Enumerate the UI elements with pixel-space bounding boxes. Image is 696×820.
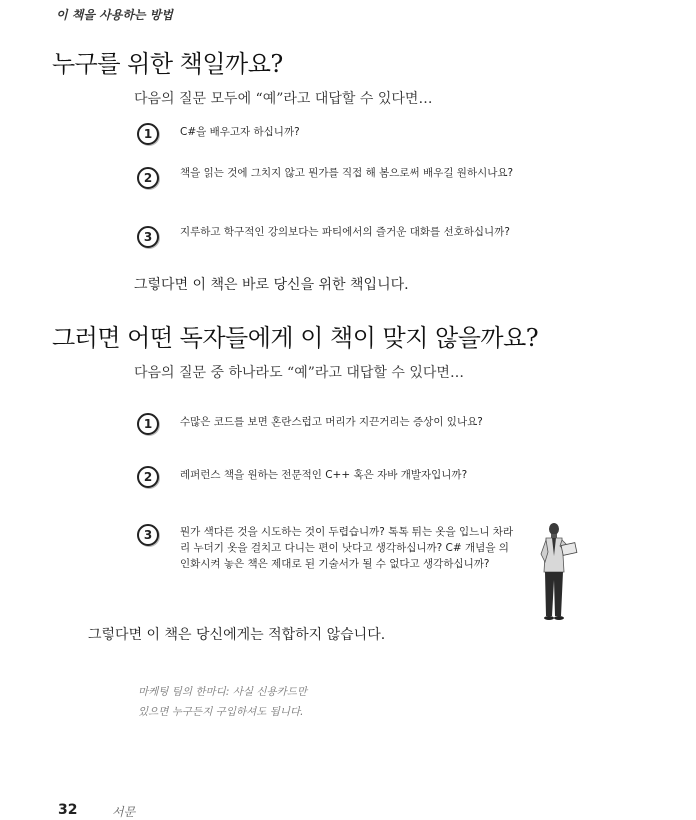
section-intro: 다음의 질문 중 하나라도 “예”라고 대답할 수 있다면…: [134, 365, 464, 381]
question-text: 수많은 코드를 보면 혼란스럽고 머리가 지끈거리는 증상이 있나요?: [180, 416, 483, 428]
section-intro: 다음의 질문 모두에 “예”라고 대답할 수 있다면…: [134, 91, 433, 107]
question-text: 지루하고 학구적인 강의보다는 파티에서의 즐거운 대화를 선호하십니까?: [180, 226, 510, 238]
page-number: 32: [58, 802, 78, 818]
section-conclusion: 그렇다면 이 책은 당신에게는 적합하지 않습니다.: [88, 627, 386, 643]
section-heading-who-not: 그러면 어떤 독자들에게 이 책이 맞지 않을까요?: [52, 324, 539, 352]
footer-section-name: 서문: [112, 805, 136, 819]
question-text: 책을 읽는 것에 그치지 않고 뭔가를 직접 해 봄으로써 배우길 원하시나요?: [180, 167, 514, 179]
section-heading-who: 누구를 위한 책일까요?: [52, 50, 283, 78]
marketing-note: [138, 682, 307, 722]
standing-man-illustration: [536, 522, 584, 622]
running-head: 이 책을 사용하는 방법: [56, 8, 173, 22]
section-conclusion: 그렇다면 이 책은 바로 당신을 위한 책입니다.: [134, 277, 409, 293]
number-badge: 3: [137, 524, 159, 546]
marketing-note-line: 있으면 누구든지 구입하셔도 됩니다.: [138, 706, 304, 718]
question-text: 뭔가 색다른 것을 시도하는 것이 두렵습니까? 톡톡 튀는 옷을 입느니 차라리 누더기 옷을 걸치고 다니는 편이 낫다고 생각하십니까? C# 개념을 의인화시켜 놓은 책은 제대로 된 기술서가 될 수 없다고 생각하십니까?: [180, 526, 514, 570]
number-badge: 1: [137, 123, 159, 145]
question-text: 레퍼런스 책을 원하는 전문적인 C++ 혹은 자바 개발자입니까?: [180, 469, 468, 481]
question-text: C#을 배우고자 하십니까?: [180, 126, 300, 138]
number-badge: 1: [137, 413, 159, 435]
marketing-note-line: 마케팅 팀의 한마디: 사실 신용카드만: [138, 686, 308, 698]
number-badge: 2: [137, 167, 159, 189]
number-badge: 3: [137, 226, 159, 248]
number-badge: 2: [137, 466, 159, 488]
